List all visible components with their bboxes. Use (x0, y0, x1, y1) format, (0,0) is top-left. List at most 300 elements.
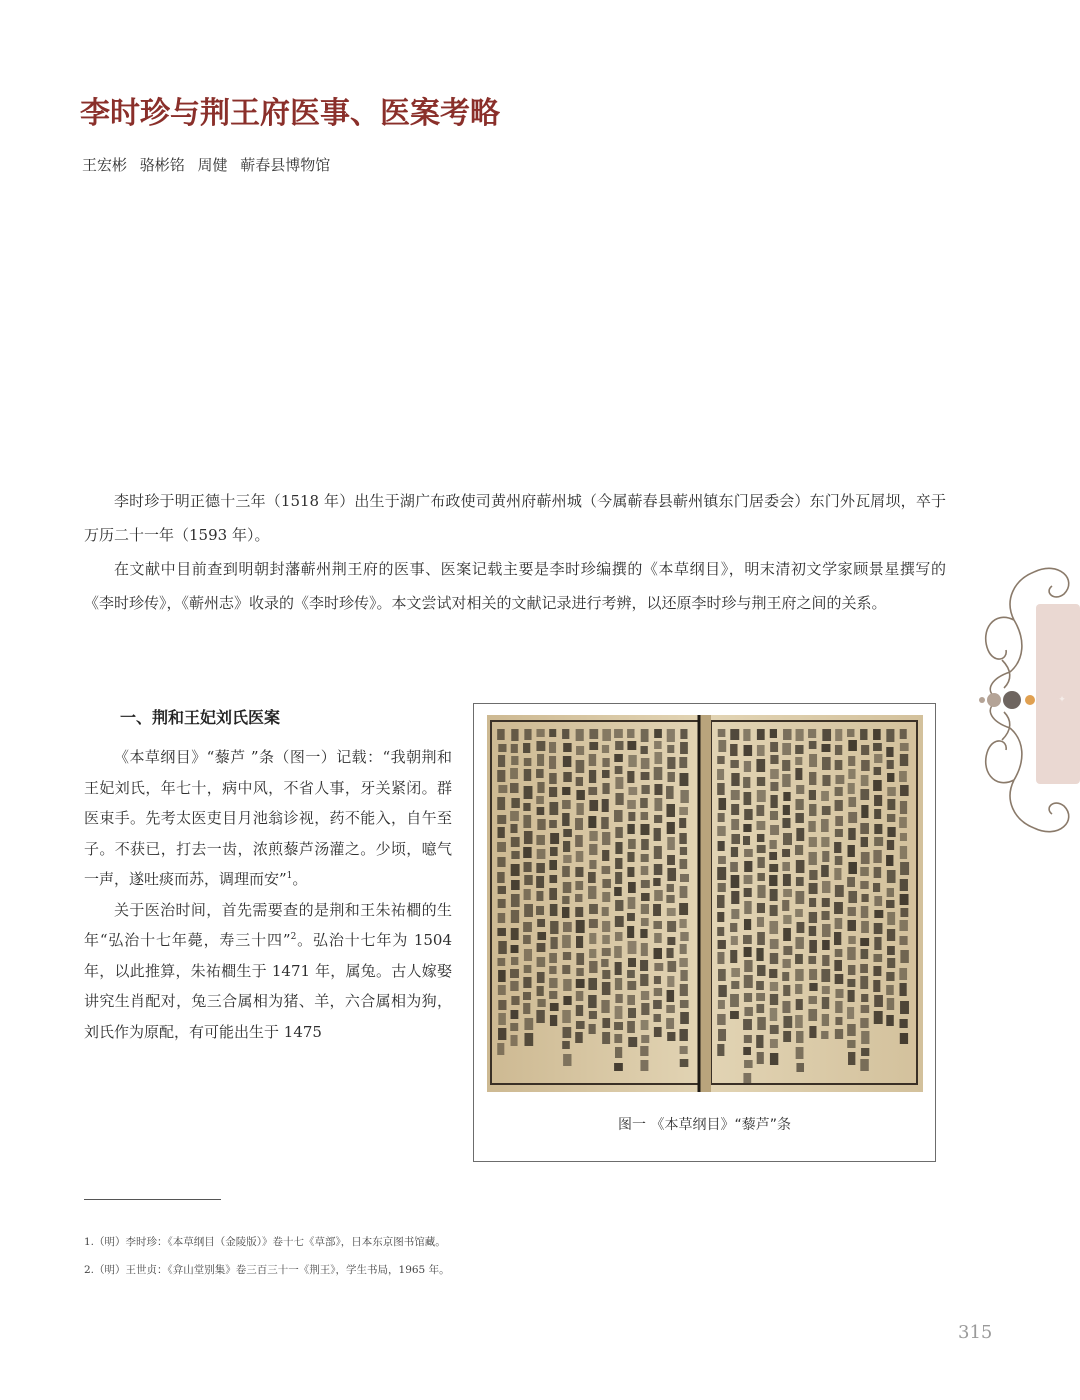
glyph-stroke (860, 976, 868, 989)
glyph-stroke (770, 939, 779, 949)
glyph-stroke (615, 962, 622, 975)
glyph-stroke (667, 921, 676, 932)
glyph-stroke (614, 1022, 623, 1030)
glyph-stroke (510, 811, 519, 821)
glyph-stroke (861, 1031, 869, 1044)
glyph-stroke (783, 805, 790, 815)
glyph-stroke (783, 915, 791, 924)
glyph-stroke (822, 924, 831, 937)
glyph-stroke (536, 876, 544, 888)
glyph-stroke (549, 966, 556, 974)
glyph-stroke (536, 769, 544, 778)
glyph-stroke (628, 897, 636, 909)
glyph-stroke (783, 946, 792, 955)
glyph-stroke (640, 1046, 648, 1056)
glyph-stroke (782, 818, 790, 828)
page-number: 315 (958, 1322, 993, 1343)
section-heading-1: 一、荆和王妃刘氏医案 (120, 708, 281, 727)
glyph-stroke (536, 796, 544, 804)
glyph-stroke (757, 873, 764, 881)
glyph-stroke (602, 970, 610, 979)
glyph-stroke (680, 847, 687, 855)
glyph-stroke (718, 969, 726, 981)
glyph-stroke (654, 784, 662, 795)
glyph-stroke (822, 881, 830, 893)
glyph-stroke (887, 888, 894, 897)
glyph-stroke (717, 826, 725, 836)
glyph-stroke (602, 879, 611, 888)
glyph-stroke (627, 729, 634, 738)
glyph-stroke (886, 855, 893, 866)
paragraph-text-cont: 。弘治十七年为 1504 年，以此推算，朱祐橺生于 1471 年，属兔。古人嫁娶讲究生肖配对，兔三合属相为猪、羊，六合属相为狗，刘氏作为原配，有可能出生于 1475 (84, 931, 452, 1041)
glyph-stroke (680, 970, 687, 981)
glyph-stroke (717, 867, 726, 880)
glyph-stroke (795, 891, 804, 904)
glyph-stroke (900, 729, 907, 739)
glyph-stroke (601, 817, 608, 829)
glyph-stroke (718, 1000, 725, 1009)
glyph-stroke (899, 817, 907, 828)
glyph-stroke (860, 1018, 868, 1028)
glyph-stroke (562, 729, 569, 739)
glyph-stroke (731, 834, 740, 844)
glyph-stroke (589, 754, 596, 766)
glyph-stroke (770, 742, 778, 752)
glyph-stroke (808, 821, 815, 832)
glyph-stroke (602, 783, 609, 794)
glyph-stroke (602, 758, 609, 767)
glyph-stroke (809, 912, 817, 923)
glyph-stroke (886, 900, 894, 908)
glyph-stroke (511, 851, 519, 859)
glyph-stroke (589, 800, 598, 811)
glyph-stroke (615, 916, 624, 927)
glyph-stroke (835, 1017, 842, 1025)
glyph-stroke (886, 729, 894, 742)
glyph-stroke (601, 1000, 609, 1013)
glyph-stroke (757, 932, 765, 945)
glyph-stroke (731, 790, 740, 800)
section-1-paragraph-2 (84, 895, 452, 1048)
glyph-stroke (640, 974, 648, 986)
glyph-stroke (511, 864, 520, 876)
glyph-stroke (756, 1035, 763, 1048)
glyph-stroke (886, 1015, 894, 1026)
glyph-stroke (756, 993, 765, 1001)
glyph-stroke (511, 837, 520, 847)
glyph-stroke (679, 903, 688, 915)
glyph-stroke (795, 954, 803, 964)
woodblock-book-illustration (487, 715, 923, 1092)
glyph-stroke (770, 994, 778, 1005)
glyph-stroke (654, 1027, 662, 1037)
glyph-stroke (497, 827, 504, 838)
glyph-stroke (770, 795, 777, 808)
glyph-stroke (769, 969, 777, 978)
glyph-stroke (796, 860, 805, 873)
glyph-stroke (835, 816, 843, 826)
glyph-stroke (847, 979, 855, 987)
glyph-stroke (744, 975, 753, 988)
glyph-stroke (641, 866, 649, 875)
glyph-stroke (654, 815, 662, 823)
glyph-stroke (783, 1016, 792, 1028)
glyph-stroke (524, 965, 532, 973)
glyph-stroke (822, 898, 830, 907)
glyph-stroke (627, 970, 635, 978)
glyph-stroke (769, 852, 777, 860)
glyph-stroke (757, 790, 766, 802)
author-line: 王宏彬 骆彬铭 周健 蕲春县博物馆 (82, 156, 331, 174)
glyph-stroke (680, 1012, 689, 1024)
glyph-stroke (562, 866, 570, 877)
glyph-stroke (887, 958, 895, 968)
glyph-stroke (537, 972, 545, 983)
glyph-stroke (717, 756, 724, 764)
glyph-stroke (550, 833, 559, 844)
glyph-stroke (796, 729, 804, 741)
glyph-stroke (835, 949, 843, 957)
glyph-stroke (563, 1027, 572, 1038)
glyph-stroke (627, 771, 634, 783)
glyph-stroke (575, 835, 583, 847)
glyph-stroke (602, 982, 611, 995)
glyph-stroke (770, 755, 778, 764)
glyph-stroke (550, 1003, 559, 1011)
glyph-stroke (576, 953, 584, 965)
glyph-stroke (549, 820, 557, 828)
glyph-stroke (756, 1004, 764, 1013)
glyph-stroke (848, 769, 855, 779)
glyph-stroke (809, 754, 817, 767)
glyph-stroke (770, 982, 778, 991)
glyph-stroke (680, 874, 689, 882)
glyph-stroke (576, 991, 583, 1001)
glyph-stroke (874, 837, 883, 846)
glyph-stroke (628, 755, 636, 767)
glyph-stroke (887, 998, 894, 1010)
glyph-stroke (602, 866, 611, 874)
glyph-stroke (667, 961, 676, 972)
glyph-stroke (887, 787, 896, 796)
glyph-stroke (498, 913, 506, 923)
figure-1 (473, 703, 936, 1162)
glyph-stroke (874, 809, 881, 819)
glyph-stroke (523, 992, 531, 1000)
glyph-stroke (549, 953, 557, 963)
glyph-stroke (887, 929, 895, 941)
ornament-center (1003, 691, 1021, 709)
glyph-stroke (654, 976, 661, 984)
paragraph-end: 。 (292, 870, 308, 888)
footnote-1: 1.（明）李时珍：《本草纲目（金陵版）》卷十七《草部》，日本东京图书馆藏。 (84, 1236, 446, 1248)
glyph-stroke (576, 936, 583, 948)
glyph-stroke (562, 787, 570, 795)
glyph-stroke (809, 1026, 816, 1038)
glyph-stroke (524, 831, 533, 844)
glyph-stroke (615, 1006, 623, 1019)
glyph-stroke (743, 729, 750, 741)
glyph-stroke (899, 920, 907, 931)
glyph-stroke (886, 747, 893, 757)
glyph-stroke (588, 978, 597, 990)
glyph-stroke (770, 825, 779, 835)
glyph-stroke (524, 1033, 533, 1046)
glyph-stroke (680, 944, 687, 954)
glyph-stroke (653, 1000, 662, 1009)
footnote-ref-2: 2 (290, 932, 297, 942)
glyph-stroke (627, 981, 636, 990)
glyph-stroke (666, 1018, 674, 1029)
glyph-stroke (654, 864, 663, 875)
glyph-stroke (874, 824, 882, 834)
glyph-stroke (730, 760, 738, 768)
glyph-stroke (523, 803, 530, 811)
article-title: 李时珍与荆王府医事、医案考略 (80, 96, 500, 131)
glyph-stroke (874, 867, 882, 878)
glyph-stroke (887, 773, 894, 782)
glyph-stroke (731, 891, 739, 904)
glyph-stroke (550, 847, 558, 856)
glyph-stroke (549, 773, 557, 784)
glyph-stroke (848, 907, 856, 916)
glyph-stroke (523, 743, 530, 753)
glyph-stroke (717, 912, 724, 922)
book-page-image (487, 715, 923, 1092)
glyph-stroke (731, 819, 739, 830)
glyph-stroke (524, 949, 532, 961)
glyph-stroke (576, 979, 585, 988)
glyph-stroke (757, 834, 764, 842)
glyph-stroke (498, 985, 506, 995)
glyph-stroke (511, 957, 518, 965)
glyph-stroke (835, 787, 843, 796)
glyph-stroke (576, 1005, 583, 1016)
glyph-stroke (743, 1047, 751, 1055)
glyph-stroke (550, 937, 557, 949)
glyph-stroke (744, 947, 752, 957)
glyph-stroke (602, 907, 609, 916)
glyph-stroke (537, 849, 546, 859)
glyph-stroke (744, 745, 753, 756)
glyph-stroke (497, 928, 506, 936)
glyph-stroke (809, 940, 817, 953)
glyph-stroke (718, 1029, 726, 1041)
glyph-stroke (860, 1059, 868, 1071)
glyph-stroke (795, 1015, 803, 1028)
glyph-stroke (718, 940, 726, 949)
glyph-stroke (511, 729, 518, 741)
glyph-stroke (795, 813, 803, 823)
glyph-stroke (848, 845, 855, 857)
glyph-stroke (588, 787, 597, 795)
glyph-stroke (680, 886, 688, 898)
glyph-stroke (757, 1017, 765, 1030)
glyph-stroke (822, 757, 831, 770)
glyph-stroke (667, 976, 674, 987)
glyph-stroke (667, 1032, 675, 1041)
glyph-stroke (614, 946, 622, 958)
glyph-stroke (731, 773, 739, 786)
glyph-stroke (563, 829, 572, 837)
glyph-stroke (822, 940, 830, 950)
glyph-stroke (524, 786, 533, 799)
glyph-stroke (537, 754, 544, 766)
glyph-stroke (549, 991, 557, 999)
glyph-stroke (576, 746, 584, 755)
glyph-stroke (615, 994, 622, 1003)
glyph-stroke (718, 856, 726, 864)
glyph-stroke (782, 760, 790, 771)
paragraph-text: 关于医治时间，首先需要查的是荆和王朱祐橺的生年“弘治十七年薨，寿三十四” (84, 900, 452, 949)
glyph-stroke (770, 782, 778, 791)
book-spine (699, 715, 711, 1092)
glyph-stroke (822, 744, 831, 752)
glyph-stroke (769, 921, 778, 934)
glyph-stroke (615, 766, 623, 774)
glyph-stroke (731, 875, 740, 888)
glyph-stroke (654, 752, 662, 764)
glyph-stroke (756, 948, 763, 961)
glyph-stroke (809, 790, 816, 800)
glyph-stroke (615, 978, 622, 990)
glyph-stroke (744, 875, 753, 884)
glyph-stroke (680, 859, 688, 869)
glyph-stroke (848, 862, 857, 874)
glyph-stroke (744, 993, 752, 1002)
glyph-stroke (900, 908, 908, 917)
glyph-stroke (576, 790, 584, 800)
glyph-stroke (743, 935, 752, 944)
glyph-stroke (808, 1009, 817, 1021)
glyph-stroke (887, 840, 894, 850)
glyph-stroke (769, 875, 777, 886)
glyph-stroke (744, 901, 751, 914)
glyph-stroke (743, 777, 750, 788)
glyph-stroke (641, 893, 650, 901)
glyph-stroke (730, 1011, 739, 1019)
glyph-stroke (497, 815, 506, 824)
glyph-stroke (654, 767, 663, 780)
glyph-stroke (861, 745, 869, 755)
glyph-stroke (744, 919, 751, 930)
glyph-stroke (549, 742, 556, 753)
glyph-stroke (524, 904, 533, 917)
glyph-stroke (809, 969, 817, 980)
glyph-stroke (628, 1037, 637, 1047)
glyph-stroke (549, 729, 556, 737)
glyph-stroke (511, 945, 519, 953)
glyph-stroke (783, 889, 792, 897)
glyph-stroke (511, 798, 519, 808)
glyph-stroke (615, 872, 622, 884)
glyph-stroke (498, 886, 506, 894)
ornament-bead (987, 693, 1001, 707)
glyph-stroke (783, 729, 791, 740)
glyph-stroke (575, 881, 583, 890)
glyph-stroke (563, 855, 571, 863)
glyph-stroke (861, 894, 868, 902)
glyph-stroke (680, 790, 688, 803)
glyph-stroke (900, 801, 907, 814)
glyph-stroke (731, 968, 740, 977)
glyph-stroke (756, 821, 765, 830)
glyph-stroke (769, 864, 778, 872)
glyph-stroke (873, 743, 882, 751)
glyph-stroke (654, 1014, 661, 1022)
glyph-stroke (563, 996, 571, 1005)
glyph-stroke (615, 932, 623, 941)
side-tab (1036, 604, 1080, 784)
glyph-stroke (498, 1013, 506, 1025)
glyph-stroke (770, 1025, 779, 1034)
glyph-stroke (640, 824, 649, 835)
glyph-stroke (641, 839, 649, 850)
glyph-stroke (860, 729, 867, 740)
glyph-stroke (821, 911, 829, 920)
glyph-stroke (757, 1052, 764, 1064)
glyph-stroke (549, 888, 557, 900)
glyph-stroke (666, 1005, 675, 1013)
glyph-stroke (641, 812, 649, 820)
glyph-stroke (641, 854, 649, 862)
glyph-stroke (614, 810, 623, 822)
glyph-stroke (848, 965, 855, 975)
glyph-stroke (497, 797, 505, 810)
glyph-stroke (835, 745, 842, 755)
glyph-stroke (783, 792, 790, 801)
glyph-stroke (861, 994, 868, 1002)
glyph-stroke (589, 860, 596, 869)
glyph-stroke (900, 894, 909, 905)
glyph-stroke (614, 887, 622, 896)
glyph-stroke (860, 938, 869, 946)
glyph-stroke (730, 729, 739, 740)
glyph-stroke (822, 729, 831, 741)
glyph-stroke (563, 1054, 571, 1066)
glyph-stroke (809, 926, 816, 936)
glyph-stroke (847, 1040, 855, 1048)
glyph-stroke (743, 1019, 752, 1030)
glyph-stroke (860, 867, 869, 876)
footnotes (84, 1228, 784, 1284)
glyph-stroke (549, 756, 556, 769)
glyph-stroke (549, 978, 557, 988)
glyph-stroke (861, 949, 869, 959)
glyph-stroke (795, 745, 803, 754)
glyph-stroke (511, 880, 520, 890)
glyph-stroke (497, 842, 506, 852)
glyph-stroke (848, 797, 856, 807)
glyph-stroke (562, 965, 570, 974)
glyph-stroke (783, 833, 792, 845)
glyph-stroke (497, 770, 505, 782)
glyph-stroke (744, 888, 752, 897)
glyph-stroke (809, 741, 817, 749)
glyph-stroke (627, 995, 635, 1005)
glyph-stroke (874, 910, 883, 918)
footnote-divider (84, 1199, 221, 1200)
glyph-stroke (589, 742, 598, 750)
glyph-stroke (536, 906, 544, 915)
glyph-stroke (576, 851, 584, 862)
glyph-stroke (575, 818, 583, 830)
glyph-stroke (615, 741, 623, 750)
glyph-stroke (589, 729, 598, 739)
glyph-stroke (861, 1048, 869, 1056)
glyph-stroke (627, 1021, 635, 1033)
glyph-stroke (821, 1031, 828, 1039)
